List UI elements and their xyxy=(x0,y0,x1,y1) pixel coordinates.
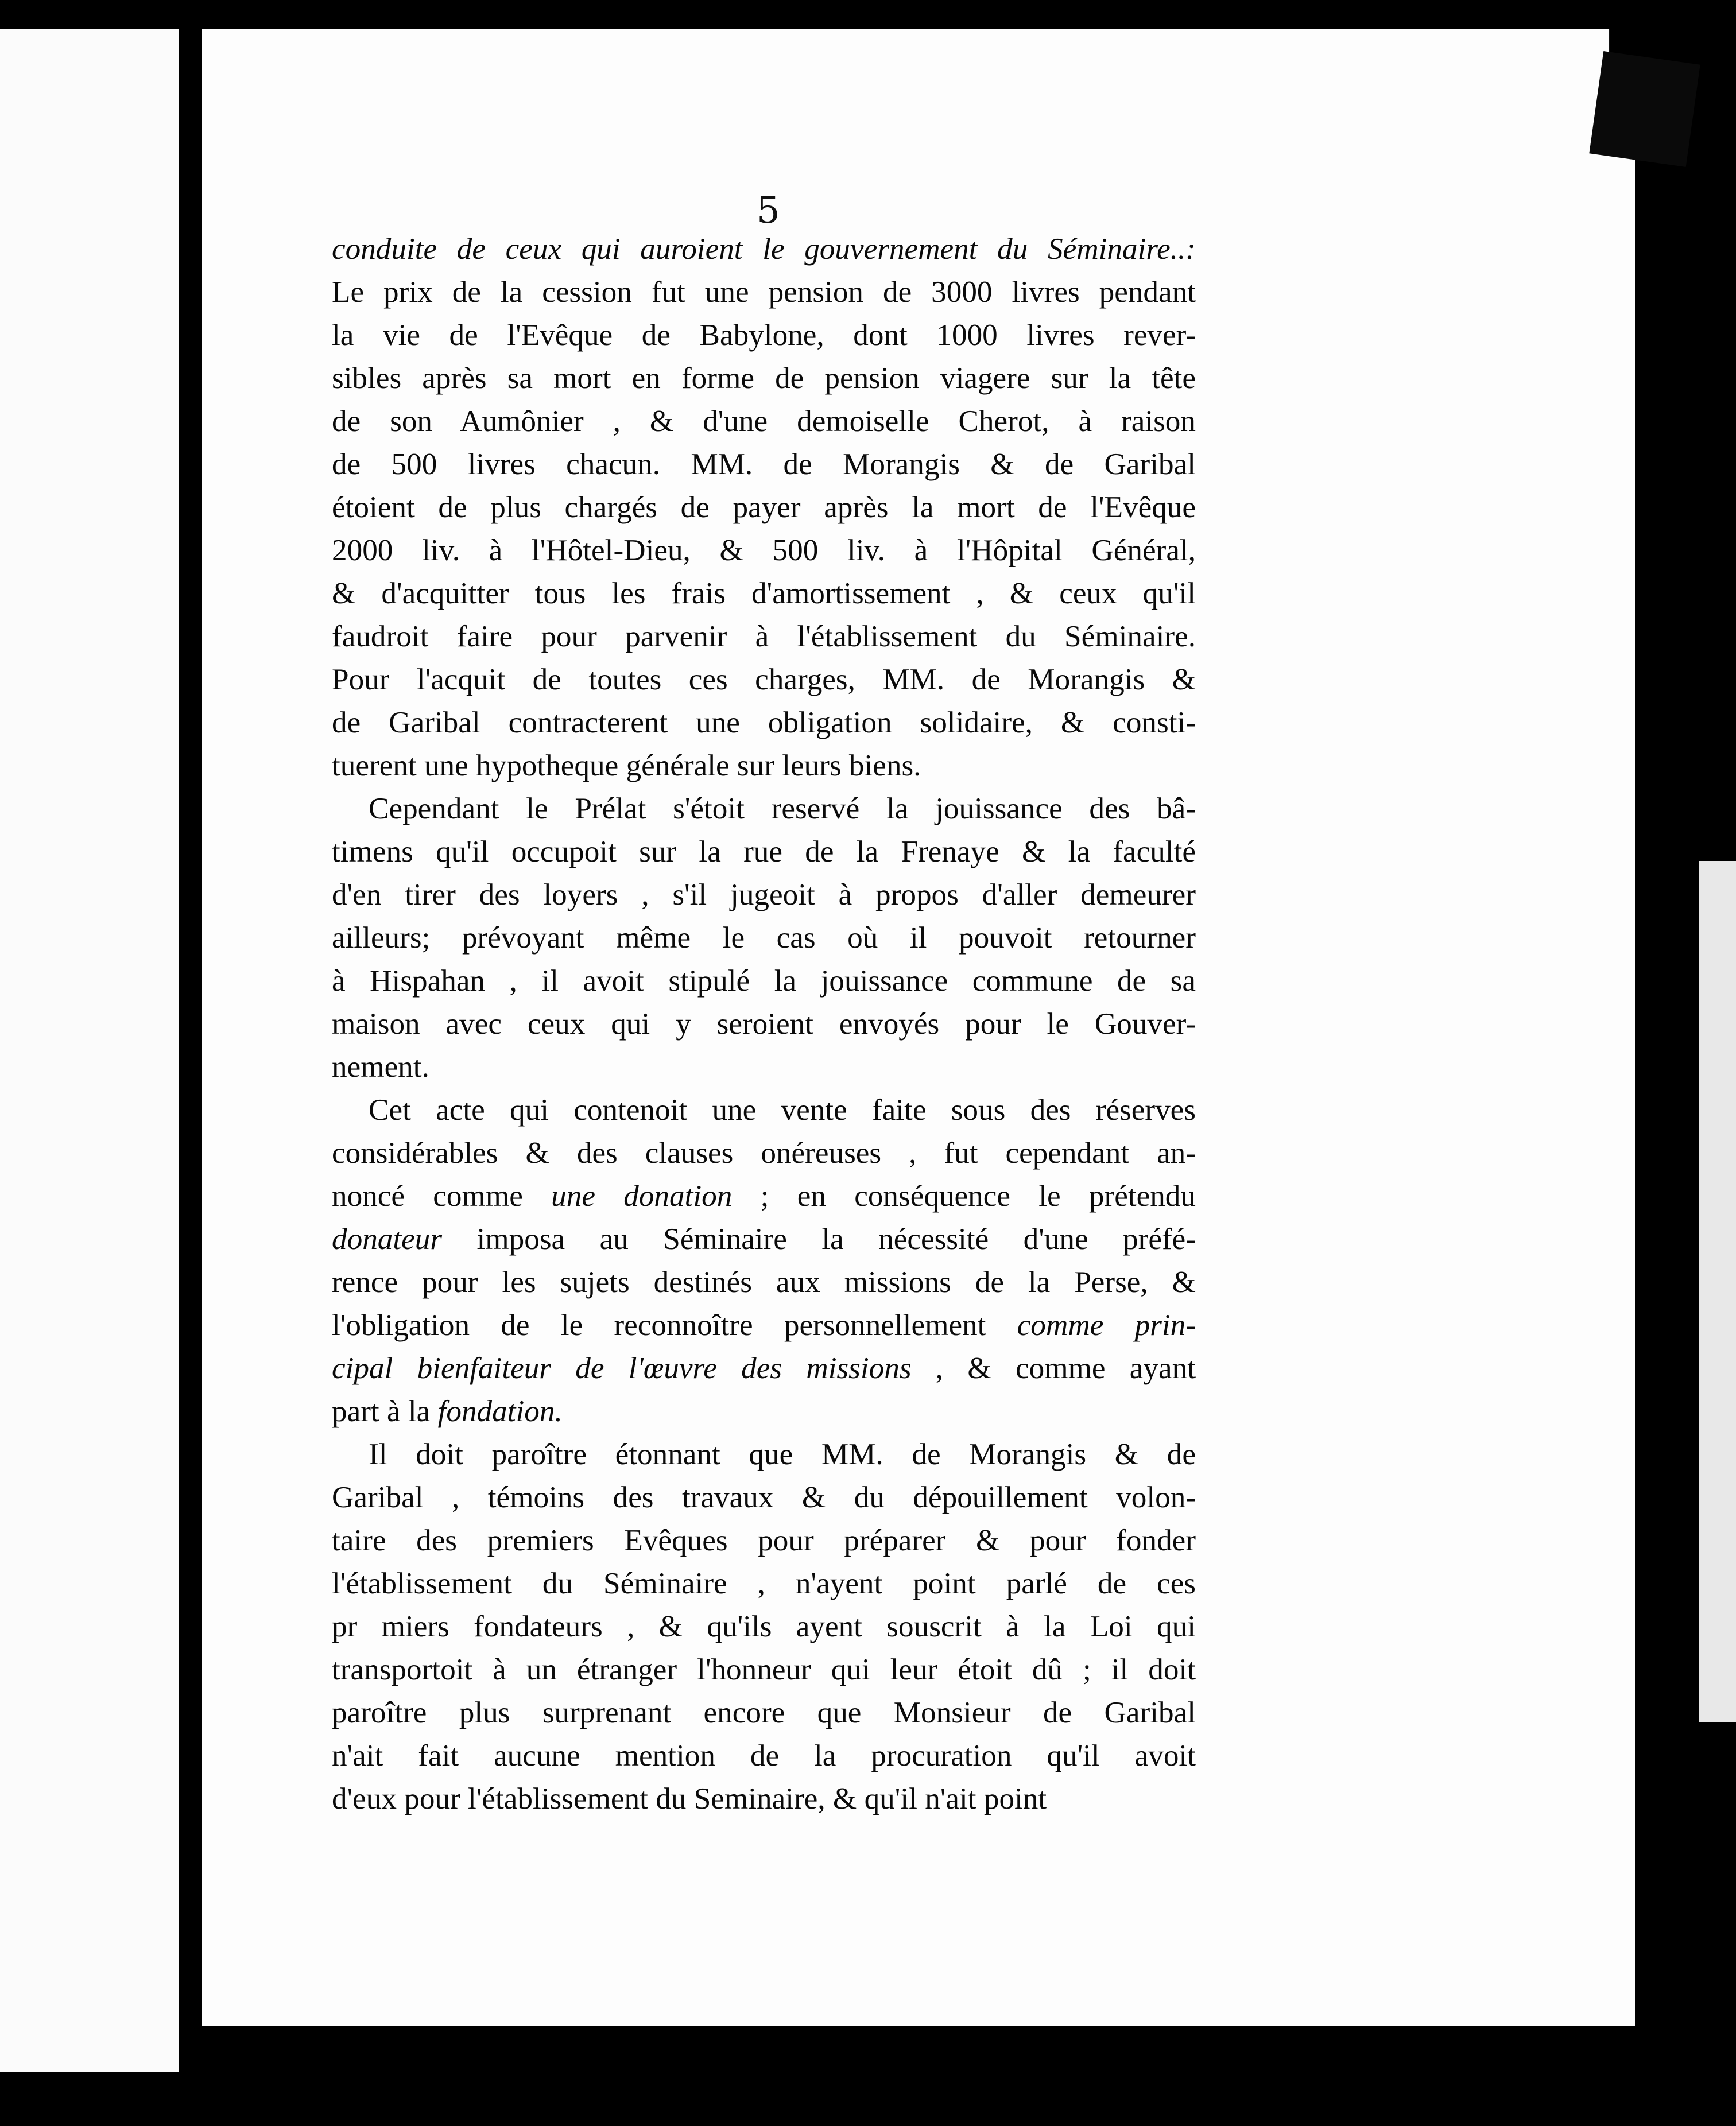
paragraph xyxy=(332,1088,1196,1433)
line-text: sibles après sa mort en forme de pension viagere sur la tête xyxy=(332,361,1196,395)
line-text: & d'acquitter tous les frais d'amortissement , & ceux qu'il xyxy=(332,576,1196,610)
line-text: pr miers fondateurs , & qu'ils ayent souscrit à la Loi qui xyxy=(332,1609,1196,1643)
text-line xyxy=(332,572,1196,615)
text-line xyxy=(332,1648,1196,1691)
body-text xyxy=(332,227,1196,1820)
paragraph xyxy=(332,787,1196,1088)
italic-text: une donation xyxy=(551,1179,733,1213)
paragraph xyxy=(332,227,1196,787)
line-text: de son Aumônier , & d'une demoiselle Cherot, à raison xyxy=(332,404,1196,438)
line-text: , & comme ayant xyxy=(911,1351,1196,1385)
line-text: considérables & des clauses onéreuses , fut cependant an- xyxy=(332,1136,1196,1170)
text-line xyxy=(332,1734,1196,1777)
line-text: Le prix de la cession fut une pension de 3000 livres pendant xyxy=(332,275,1196,309)
line-text: ailleurs; prévoyant même le cas où il pouvoit retourner xyxy=(332,921,1196,955)
italic-text: donateur xyxy=(332,1222,443,1256)
line-text: à Hispahan , il avoit stipulé la jouissance commune de sa xyxy=(332,964,1196,998)
line-text: taire des premiers Evêques pour préparer & pour fonder xyxy=(332,1523,1196,1557)
line-text: de 500 livres chacun. MM. de Morangis & de Garibal xyxy=(332,447,1196,481)
line-text: maison avec ceux qui y seroient envoyés pour le Gouver- xyxy=(332,1007,1196,1041)
text-line xyxy=(332,486,1196,529)
text-line xyxy=(332,1260,1196,1303)
text-line xyxy=(332,1562,1196,1605)
text-line xyxy=(332,658,1196,701)
line-text: Garibal , témoins des travaux & du dépouillement volon- xyxy=(332,1480,1196,1514)
line-text: de Garibal contracterent une obligation solidaire, & consti- xyxy=(332,705,1196,739)
text-line xyxy=(332,227,1196,270)
text-line xyxy=(332,916,1196,959)
text-line xyxy=(332,399,1196,443)
line-text: nement. xyxy=(332,1050,429,1084)
text-line xyxy=(332,313,1196,356)
text-line xyxy=(332,1476,1196,1519)
text-line xyxy=(332,1131,1196,1174)
previous-page-edge xyxy=(0,29,179,2072)
text-line xyxy=(332,744,1196,787)
line-text: Pour l'acquit de toutes ces charges, MM. de Morangis & xyxy=(332,662,1196,696)
line-text: Cependant le Prélat s'étoit reservé la jouissance des bâ- xyxy=(369,792,1196,825)
text-line xyxy=(332,873,1196,916)
line-text: noncé comme xyxy=(332,1179,552,1213)
text-line xyxy=(332,529,1196,572)
italic-text: conduite de ceux qui auroient le gouvernement du Séminaire..: xyxy=(332,232,1196,266)
text-line xyxy=(332,443,1196,486)
text-line xyxy=(332,1088,1196,1131)
line-text: l'obligation de le reconnoître personnellement xyxy=(332,1308,1017,1342)
text-line xyxy=(332,270,1196,313)
line-text: faudroit faire pour parvenir à l'établissement du Séminaire. xyxy=(332,619,1196,653)
text-line xyxy=(332,1605,1196,1648)
line-text: ; en conséquence le prétendu xyxy=(732,1179,1196,1213)
text-line xyxy=(332,1002,1196,1045)
text-line xyxy=(332,959,1196,1002)
line-text: Il doit paroître étonnant que MM. de Morangis & de xyxy=(369,1437,1196,1471)
text-line xyxy=(332,1303,1196,1347)
line-text: Cet acte qui contenoit une vente faite sous des réserves xyxy=(369,1093,1196,1127)
line-text: la vie de l'Evêque de Babylone, dont 1000 livres rever- xyxy=(332,318,1196,352)
line-text: étoient de plus chargés de payer après la mort de l'Evêque xyxy=(332,490,1196,524)
text-line xyxy=(332,701,1196,744)
text-line xyxy=(332,1777,1196,1820)
italic-text: fondation. xyxy=(437,1394,563,1428)
line-text: rence pour les sujets destinés aux missions de la Perse, & xyxy=(332,1265,1196,1299)
text-line xyxy=(332,1347,1196,1390)
line-text: d'eux pour l'établissement du Seminaire, & qu'il n'ait point xyxy=(332,1782,1047,1815)
text-line xyxy=(332,1519,1196,1562)
text-line xyxy=(332,1174,1196,1217)
text-line xyxy=(332,615,1196,658)
line-text: d'en tirer des loyers , s'il jugeoit à propos d'aller demeurer xyxy=(332,878,1196,911)
line-text: l'établissement du Séminaire , n'ayent point parlé de ces xyxy=(332,1566,1196,1600)
text-line xyxy=(332,830,1196,873)
line-text: part à la xyxy=(332,1394,438,1428)
italic-text: cipal bienfaiteur de l'œuvre des missions xyxy=(332,1351,912,1385)
scan-background-strip xyxy=(1699,861,1736,1722)
torn-page-corner xyxy=(1589,51,1700,167)
line-text: tuerent une hypotheque générale sur leurs biens. xyxy=(332,748,921,782)
line-text: transportoit à un étranger l'honneur qui leur étoit dû ; il doit xyxy=(332,1652,1196,1686)
text-line xyxy=(332,1691,1196,1734)
text-line xyxy=(332,1045,1196,1088)
line-text: paroître plus surprenant encore que Monsieur de Garibal xyxy=(332,1696,1196,1729)
paragraph xyxy=(332,1433,1196,1820)
line-text: 2000 liv. à l'Hôtel-Dieu, & 500 liv. à l'Hôpital Général, xyxy=(332,533,1196,567)
text-line xyxy=(332,1390,1196,1433)
line-text: timens qu'il occupoit sur la rue de la Frenaye & la faculté xyxy=(332,835,1196,868)
text-line xyxy=(332,356,1196,399)
italic-text: comme prin- xyxy=(1017,1308,1196,1342)
text-line xyxy=(332,1433,1196,1476)
line-text: n'ait fait aucune mention de la procuration qu'il avoit xyxy=(332,1739,1196,1772)
text-line xyxy=(332,787,1196,830)
text-line xyxy=(332,1217,1196,1260)
page-number: 5 xyxy=(757,189,780,232)
page-gutter xyxy=(179,28,200,2071)
line-text: imposa au Séminaire la nécessité d'une préfé- xyxy=(442,1222,1196,1256)
